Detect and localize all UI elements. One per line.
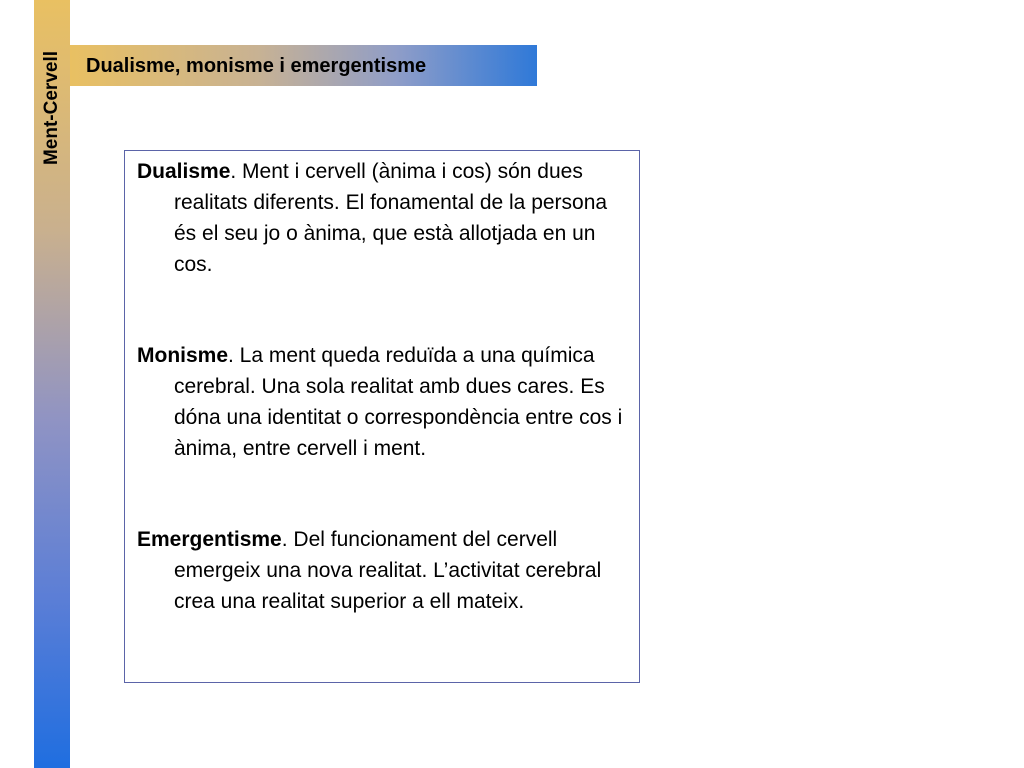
term-dualisme: Dualisme — [137, 160, 231, 183]
definition-emergentisme: . Del funcionament del cervell emergeix una nova realitat. L’activitat cerebral crea una realitat superior a ell mateix. — [174, 528, 602, 613]
title-bar — [70, 45, 537, 86]
definition-dualisme: . Ment i cervell (ànima i cos) són dues realitats diferents. El fonamental de la persona és el seu jo o ànima, que està allotjada en un cos. — [174, 160, 608, 276]
definition-monisme: . La ment queda reduïda a una química cerebral. Una sola realitat amb dues cares. Es dóna una identitat o correspondència entre cos i ànima, entre cervell i ment. — [174, 344, 623, 460]
paragraph-dualisme — [137, 156, 625, 280]
content-box — [124, 150, 640, 683]
term-emergentisme: Emergentisme — [137, 528, 282, 551]
paragraph-monisme — [137, 340, 625, 464]
page-title: Dualisme, monisme i emergentisme — [86, 55, 427, 77]
paragraph-emergentisme — [137, 524, 625, 617]
side-label: Ment-Cervell — [41, 50, 62, 166]
term-monisme: Monisme — [137, 344, 229, 367]
